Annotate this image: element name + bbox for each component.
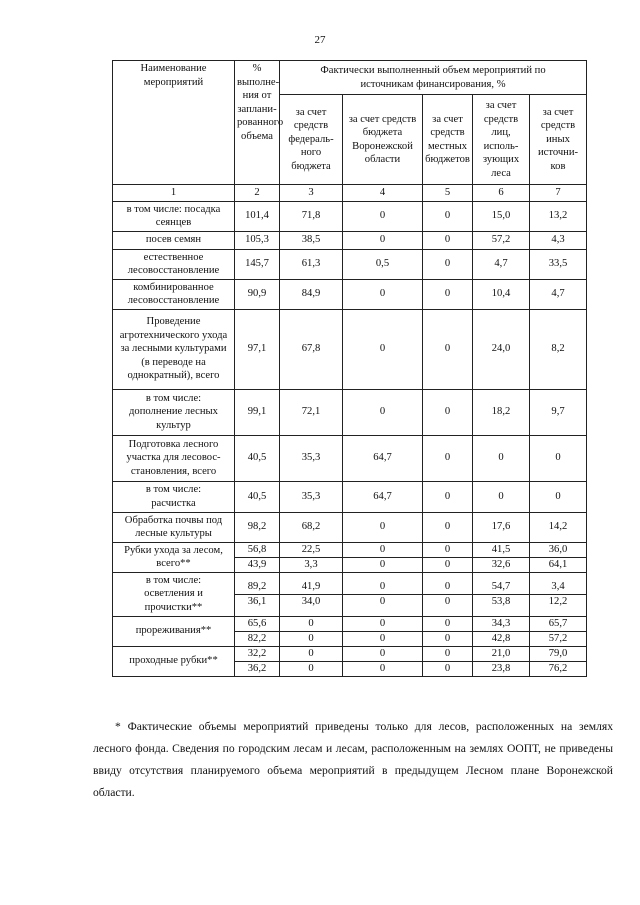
value-cell-pair (473, 542, 530, 572)
header-regional-budget: за счет средств бюджета Воронежской области (343, 95, 423, 185)
value-cell: 72,1 (280, 389, 343, 435)
activity-name-cell: в том числе: расчистка (113, 481, 235, 512)
value-cell: 0 (423, 279, 473, 309)
table-row (113, 309, 587, 389)
value-cell: 76,2 (530, 661, 586, 676)
value-cell-pair (343, 616, 423, 646)
value-cell: 36,1 (235, 594, 279, 609)
value-cell: 0 (343, 389, 423, 435)
value-cell: 0 (379, 648, 386, 659)
activity-name-cell: Обработка почвы под лесные культуры (113, 512, 235, 542)
value-cell: 64,7 (343, 435, 423, 481)
value-cell: 0 (473, 435, 530, 481)
value-cell: 34,3 (491, 618, 511, 629)
value-cell: 0 (343, 201, 423, 231)
value-cell: 0 (280, 631, 342, 646)
value-cell-pair (530, 572, 587, 616)
header-financing-sources: Фактически выполненный объем мероприятий по источникам финансирования, % (280, 61, 587, 95)
table-row (113, 249, 587, 279)
value-cell: 35,3 (280, 481, 343, 512)
value-cell: 0 (308, 648, 314, 659)
column-number: 1 (113, 185, 235, 202)
value-cell: 0 (343, 661, 422, 676)
value-cell-pair (235, 616, 280, 646)
header-local-budgets: за счет средств местных бюджетов (423, 95, 473, 185)
value-cell-pair (280, 616, 343, 646)
value-cell: 0 (530, 481, 587, 512)
value-cell: 0 (379, 544, 386, 555)
table-row (113, 572, 587, 616)
value-cell: 61,3 (280, 249, 343, 279)
value-cell: 64,7 (343, 481, 423, 512)
header-completion-percent: % выполне- ния от заплани- рованного объема (235, 61, 280, 185)
value-cell-pair (280, 542, 343, 572)
forest-activities-table (112, 60, 587, 677)
activity-name-cell: Проведение агротехнического ухода за лесными культурами (в переводе на однократный), всего (113, 309, 235, 389)
column-number: 5 (423, 185, 473, 202)
value-cell: 12,2 (530, 594, 586, 609)
value-cell: 0 (423, 661, 472, 676)
value-cell: 10,4 (473, 279, 530, 309)
value-cell: 0 (444, 544, 451, 555)
value-cell: 0 (423, 631, 472, 646)
value-cell: 90,9 (235, 279, 280, 309)
value-cell: 15,0 (473, 201, 530, 231)
value-cell: 0 (444, 581, 451, 592)
value-cell: 0 (343, 231, 423, 249)
value-cell: 4,3 (530, 231, 587, 249)
value-cell: 79,0 (548, 648, 568, 659)
value-cell: 0 (343, 309, 423, 389)
value-cell: 57,2 (530, 631, 586, 646)
value-cell: 54,7 (491, 581, 511, 592)
value-cell: 0 (343, 279, 423, 309)
value-cell: 0,5 (343, 249, 423, 279)
value-cell: 145,7 (235, 249, 280, 279)
value-cell: 4,7 (530, 279, 587, 309)
value-cell: 24,0 (473, 309, 530, 389)
table-row (113, 279, 587, 309)
value-cell: 42,8 (473, 631, 529, 646)
value-cell: 101,4 (235, 201, 280, 231)
value-cell: 21,0 (491, 648, 511, 659)
value-cell: 0 (343, 594, 422, 609)
table-row (113, 646, 587, 676)
activity-name-cell: в том числе: дополнение лесных культур (113, 389, 235, 435)
value-cell: 57,2 (473, 231, 530, 249)
activity-name-cell: посев семян (113, 231, 235, 249)
column-number: 7 (530, 185, 587, 202)
value-cell: 36,2 (235, 661, 279, 676)
value-cell: 0 (530, 435, 587, 481)
value-cell: 13,2 (530, 201, 587, 231)
value-cell: 99,1 (235, 389, 280, 435)
value-cell-pair (235, 572, 280, 616)
column-number: 4 (343, 185, 423, 202)
value-cell: 71,8 (280, 201, 343, 231)
value-cell: 3,3 (280, 557, 342, 572)
value-cell: 40,5 (235, 435, 280, 481)
footnote (93, 716, 613, 804)
value-cell: 89,2 (247, 581, 267, 592)
value-cell-pair (530, 542, 587, 572)
value-cell: 0 (423, 481, 473, 512)
table-row (113, 616, 587, 646)
value-cell: 32,6 (473, 557, 529, 572)
activity-name-cell: прореживания** (113, 616, 235, 646)
value-cell: 56,8 (247, 544, 267, 555)
value-cell: 0 (473, 481, 530, 512)
value-cell: 0 (444, 618, 451, 629)
table-row (113, 542, 587, 572)
activity-name-cell: в том числе: осветления и прочистки** (113, 572, 235, 616)
table-row (113, 389, 587, 435)
value-cell-pair (343, 542, 423, 572)
column-number: 3 (280, 185, 343, 202)
value-cell: 38,5 (280, 231, 343, 249)
value-cell: 0 (444, 648, 451, 659)
value-cell-pair (530, 616, 587, 646)
value-cell-pair (235, 542, 280, 572)
value-cell: 65,6 (247, 618, 267, 629)
value-cell-pair (423, 616, 473, 646)
value-cell: 35,3 (280, 435, 343, 481)
value-cell: 17,6 (473, 512, 530, 542)
value-cell: 0 (423, 594, 472, 609)
table-row (113, 512, 587, 542)
value-cell-pair (235, 646, 280, 676)
value-cell: 4,7 (473, 249, 530, 279)
value-cell: 67,8 (280, 309, 343, 389)
value-cell: 33,5 (530, 249, 587, 279)
value-cell: 8,2 (530, 309, 587, 389)
value-cell: 43,9 (235, 557, 279, 572)
activity-name-cell: комбинированное лесовосстановление (113, 279, 235, 309)
value-cell: 9,7 (530, 389, 587, 435)
value-cell: 0 (423, 557, 472, 572)
value-cell: 98,2 (235, 512, 280, 542)
value-cell: 32,2 (247, 648, 267, 659)
value-cell: 65,7 (548, 618, 568, 629)
value-cell: 0 (423, 512, 473, 542)
value-cell: 0 (379, 581, 386, 592)
table-row (113, 201, 587, 231)
value-cell: 0 (423, 231, 473, 249)
table-body (113, 201, 587, 676)
activity-name-cell: в том числе: посадка сеянцев (113, 201, 235, 231)
value-cell: 0 (379, 618, 386, 629)
activity-name-cell: Рубки ухода за лесом, всего** (113, 542, 235, 572)
value-cell: 14,2 (530, 512, 587, 542)
value-cell: 41,5 (491, 544, 511, 555)
value-cell: 0 (343, 512, 423, 542)
value-cell-pair (423, 646, 473, 676)
value-cell: 40,5 (235, 481, 280, 512)
table-row (113, 231, 587, 249)
value-cell-pair (280, 646, 343, 676)
value-cell: 82,2 (235, 631, 279, 646)
header-federal-budget: за счет средств федераль- ного бюджета (280, 95, 343, 185)
value-cell: 68,2 (280, 512, 343, 542)
value-cell: 0 (308, 618, 314, 629)
activity-name-cell: Подготовка лесного участка для лесовос- становления, всего (113, 435, 235, 481)
footnote-text: * Фактические объемы мероприятий приведены только для лесов, расположенных на землях лесного фонда. Сведения по городским лесам и лесам, расположенным на землях ООПТ, не приведены ввиду отсутствия планируемого объема мероприятий в предыдущем Лесном плане Воронежской области. (93, 720, 613, 799)
table-header (113, 61, 587, 202)
value-cell: 22,5 (301, 544, 321, 555)
value-cell-pair (530, 646, 587, 676)
value-cell: 0 (423, 435, 473, 481)
value-cell: 53,8 (473, 594, 529, 609)
column-number: 6 (473, 185, 530, 202)
value-cell: 18,2 (473, 389, 530, 435)
table-row (113, 481, 587, 512)
value-cell: 41,9 (301, 581, 321, 592)
page-number: 27 (314, 34, 326, 46)
value-cell: 0 (423, 249, 473, 279)
column-number: 2 (235, 185, 280, 202)
value-cell-pair (473, 616, 530, 646)
value-cell-pair (423, 572, 473, 616)
value-cell: 84,9 (280, 279, 343, 309)
value-cell: 0 (423, 389, 473, 435)
value-cell: 3,4 (551, 581, 565, 592)
value-cell: 0 (343, 557, 422, 572)
value-cell: 36,0 (548, 544, 568, 555)
value-cell: 34,0 (280, 594, 342, 609)
value-cell-pair (473, 572, 530, 616)
header-other-sources: за счет средств иных источни- ков (530, 95, 587, 185)
value-cell: 0 (280, 661, 342, 676)
value-cell-pair (280, 572, 343, 616)
value-cell: 97,1 (235, 309, 280, 389)
value-cell: 105,3 (235, 231, 280, 249)
value-cell: 0 (343, 631, 422, 646)
column-number-row (113, 185, 587, 202)
value-cell: 23,8 (473, 661, 529, 676)
header-activity-name: Наименование мероприятий (113, 61, 235, 185)
table-row (113, 435, 587, 481)
header-forest-users: за счет средств лиц, исполь- зующих леса (473, 95, 530, 185)
value-cell: 0 (423, 309, 473, 389)
activity-name-cell: естественное лесовосстановление (113, 249, 235, 279)
value-cell: 64,1 (530, 557, 586, 572)
value-cell-pair (423, 542, 473, 572)
activity-name-cell: проходные рубки** (113, 646, 235, 676)
value-cell-pair (473, 646, 530, 676)
value-cell: 0 (423, 201, 473, 231)
value-cell-pair (343, 646, 423, 676)
value-cell-pair (343, 572, 423, 616)
